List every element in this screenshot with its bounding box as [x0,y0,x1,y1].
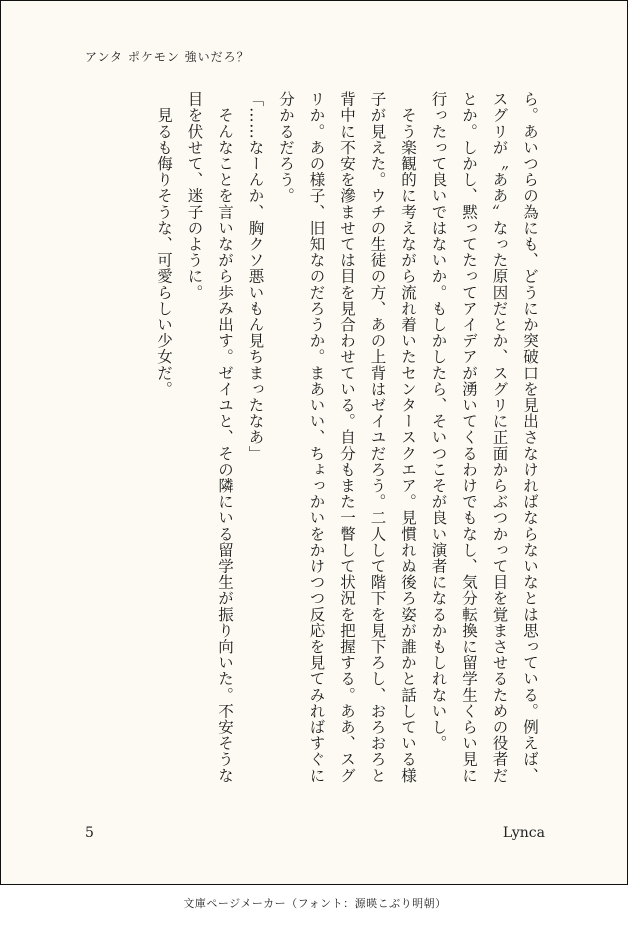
generator-credit: 文庫ページメーカー（フォント：源暎こぶり明朝） [183,897,447,910]
paragraph: そう楽観的に考えながら流れ着いたセンタースクエア。見慣れぬ後ろ姿が誰かと話している様子が見えた。ウチの生徒の方、あの上背はゼイユだろう。二人して階下を見下ろし、おろおろと背中に不安を滲ませては目を見合わせている。自分もまた一瞥して状況を把握する。ああ、スグリか。あの様子、旧知なのだろうか。まあいい、ちょっかいをかけつつ反応を見てみればすぐに分かるだろう。 [277,91,417,784]
page-number: 5 [85,825,94,841]
paragraph: そんなことを言いながら歩み出す。ゼイユと、その隣にいる留学生が振り向いた。不安そうな目を伏せて、迷子のように。 [185,91,234,784]
running-header-title: アンタ ポケモン 強いだろ？ [85,50,250,64]
paragraph: 見るも侮りそうな、可愛らしい少女だ。 [155,91,173,397]
paragraph: ら。あいつらの為にも、どうにか突破口を見出さなければならないなとは思っている。例えば、スグリが〝ああ〟なった原因だとか、スグリに正面からぶつかって目を覚まさせるための役者だとか。しかし、黙ってたってアイデアが湧いてくるわけでもなし、気分転換に留学生くらい見に行ったって良いではないか。もしかしたら、そいつこそが良い演者になるかもしれないし。 [429,91,539,784]
paragraph: 「……なーんか、胸クソ悪いもん見ちまったなあ」 [246,91,265,462]
vertical-body-text [75,91,545,791]
author-name: Lynca [502,825,545,841]
